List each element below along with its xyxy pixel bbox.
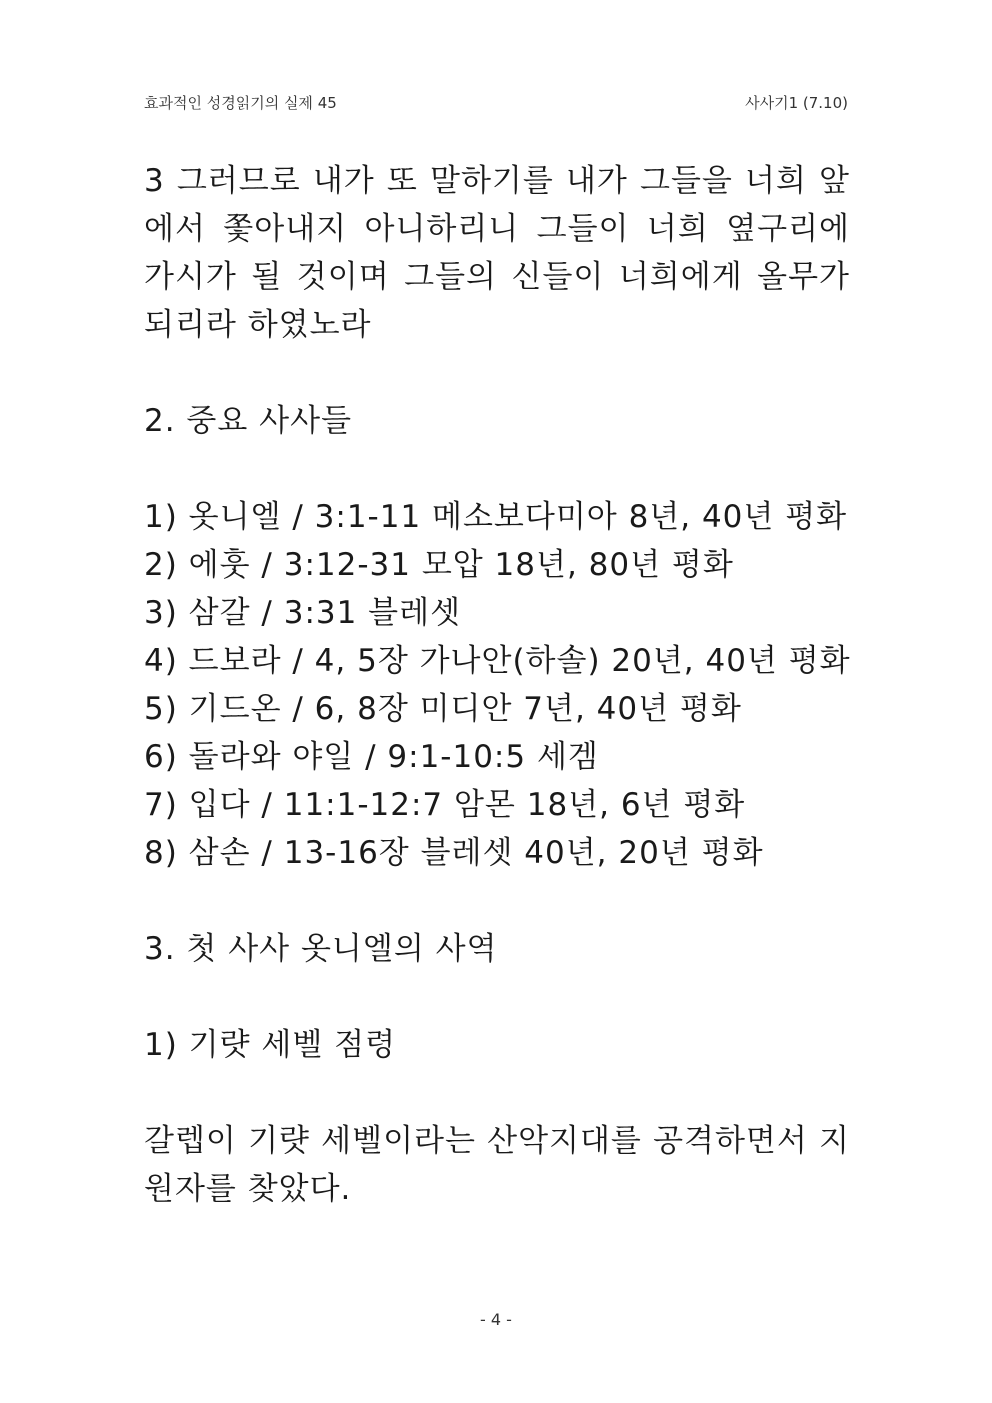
list-item: 3) 삼갈 / 3:31 블레셋: [144, 595, 462, 631]
list-item: 8) 삼손 / 13-16장 블레셋 40년, 20년 평화: [144, 835, 764, 871]
list-item: 6) 돌라와 야일 / 9:1-10:5 세겜: [144, 739, 599, 775]
list-item: 4) 드보라 / 4, 5장 가나안(하솔) 20년, 40년 평화: [144, 643, 851, 679]
section-heading-important-judges: 2. 중요 사사들: [144, 403, 353, 439]
running-header-chapter: 사사기1 (7.10): [745, 94, 848, 112]
page-number: - 4 -: [480, 1310, 512, 1329]
body-paragraph: 갈렙이 기럇 세벨이라는 산악지대를 공격하면서 지원자를 찾았다.: [144, 1123, 850, 1207]
list-item: 2) 에훗 / 3:12-31 모압 18년, 80년 평화: [144, 547, 734, 583]
list-item: 7) 입다 / 11:1-12:7 암몬 18년, 6년 평화: [144, 787, 746, 823]
section-heading-othniel: 3. 첫 사사 옷니엘의 사역: [144, 931, 498, 967]
scripture-verse: 3 그러므로 내가 또 말하기를 내가 그들을 너희 앞에서 쫓아내지 아니하리니 그들이 너희 옆구리에 가시가 될 것이며 그들의 신들이 너희에게 올무가 되리라 하였노라: [144, 163, 850, 343]
judges-list: [144, 493, 851, 877]
list-item: 5) 기드온 / 6, 8장 미디안 7년, 40년 평화: [144, 691, 742, 727]
running-header-title: 효과적인 성경읽기의 실제 45: [144, 94, 337, 112]
subheading-kiriath-sepher: 1) 기럇 세벨 점령: [144, 1027, 397, 1063]
list-item: 1) 옷니엘 / 3:1-11 메소보다미아 8년, 40년 평화: [144, 499, 848, 535]
